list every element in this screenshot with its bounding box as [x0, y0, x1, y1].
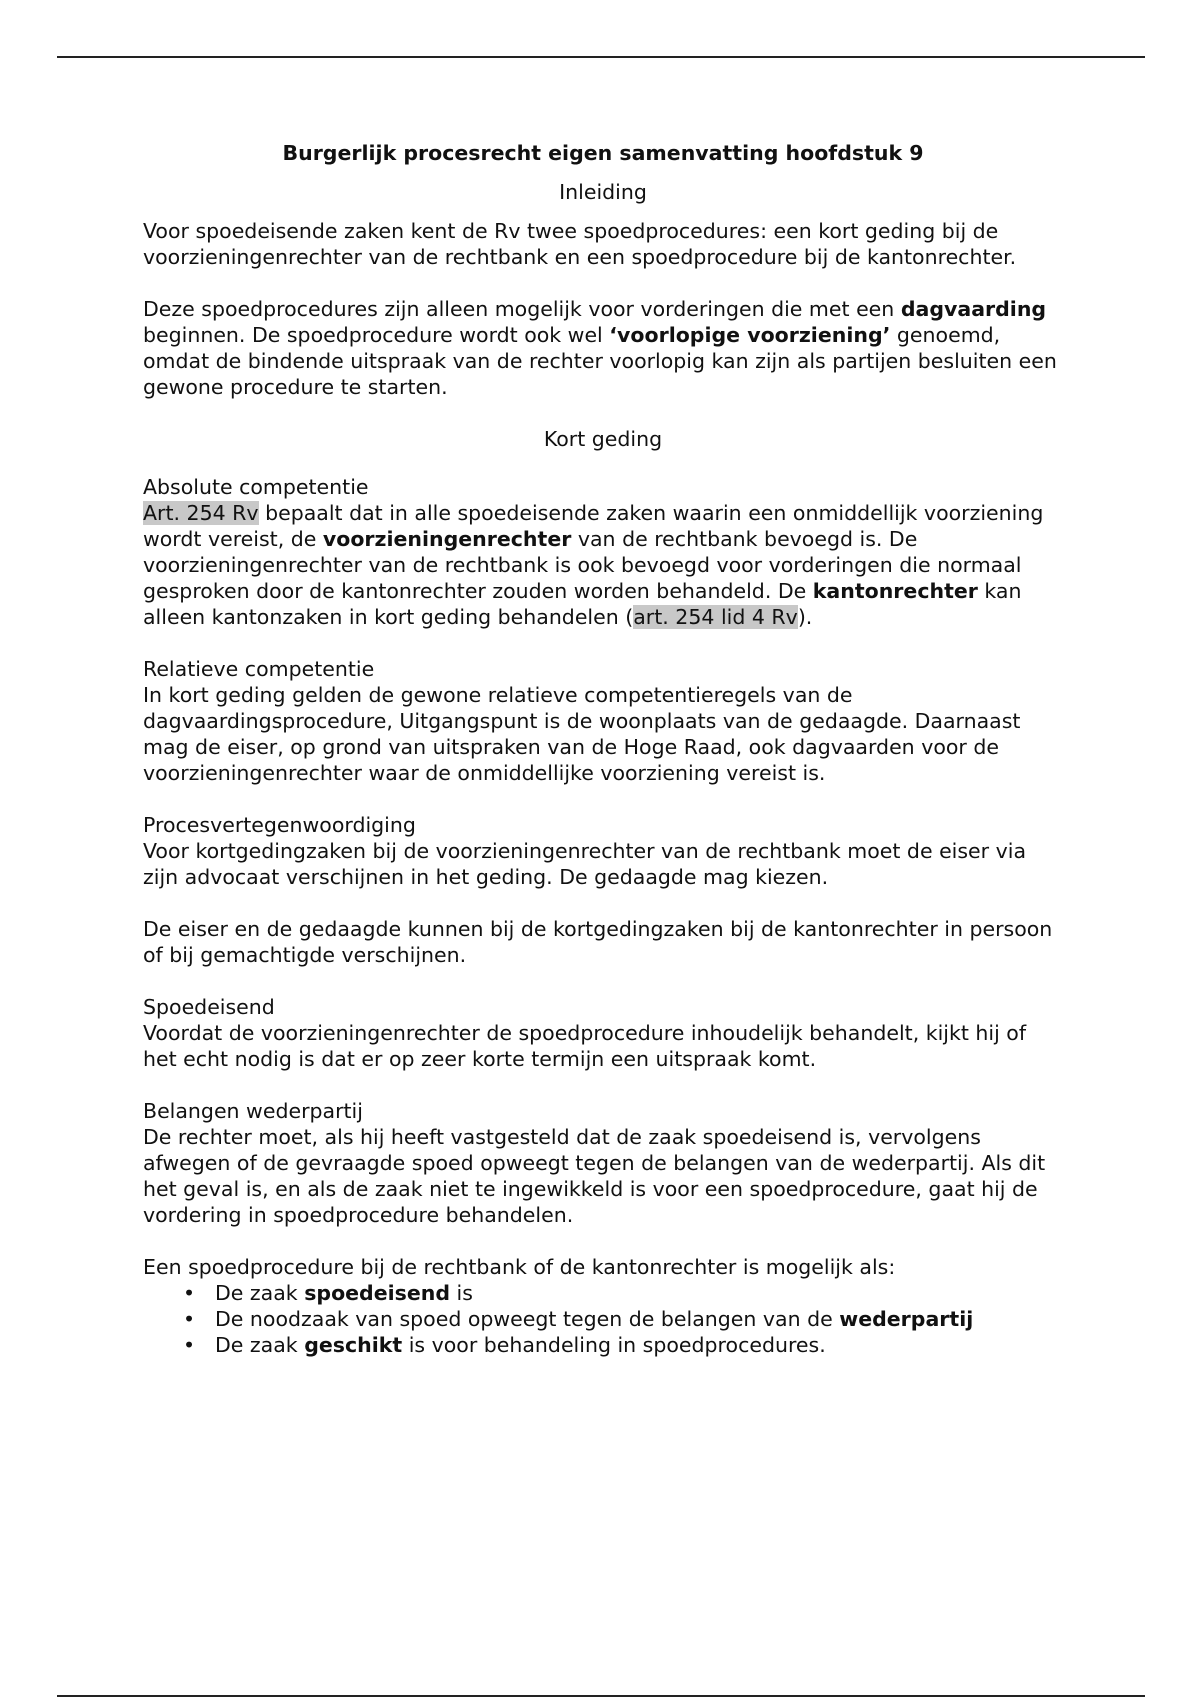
paragraph-relatieve-competentie: Relatieve competentie In kort geding gelden de gewone relatieve competentieregels van de dagvaardingsprocedure, Uitgangspunt is de woonplaats van de gedaagde. Daarnaast mag de eiser, op grond van uitspraken van de Hoge Raad, ook dagvaarden voor de voorzieningenrechter waar de onmiddellijke voorziening vereist is. [143, 656, 1063, 786]
section-heading-kort-geding: Kort geding [543, 427, 663, 451]
footer-rule [57, 1695, 1145, 1697]
header-rule [57, 56, 1145, 58]
document-body [143, 140, 1063, 1358]
paragraph-kantonrechter-verschijnen: De eiser en de gedaagde kunnen bij de kortgedingzaken bij de kantonrechter in persoon of bij gemachtigde verschijnen. [143, 917, 1053, 967]
term-voorzieningenrechter: voorzieningenrechter [322, 527, 572, 551]
paragraph-absolute-competentie: Absolute competentie Art. 254 Rv bepaalt dat in alle spoedeisende zaken waarin een onmiddellijk voorziening wordt vereist, de voorzieningenrechter van de rechtbank bevoegd is. De voorzieningenrechter van de rechtbank is ook bevoegd voor vorderingen die normaal gesproken door de kantonrechter zouden worden behandeld. De kantonrechter kan alleen kantonzaken in kort geding behandelen (art. 254 lid 4 Rv). [143, 474, 1063, 630]
list-item: • De noodzaak van spoed opweegt tegen de belangen van de wederpartij [183, 1306, 1063, 1332]
subheading-belangen-wederpartij: Belangen wederpartij [143, 1099, 363, 1123]
section-heading-inleiding: Inleiding [559, 180, 647, 204]
document-title: Burgerlijk procesrecht eigen samenvatting hoofdstuk 9 [282, 141, 924, 165]
subheading-spoedeisend: Spoedeisend [143, 995, 275, 1019]
paragraph-intro: Voor spoedeisende zaken kent de Rv twee spoedprocedures: een kort geding bij de voorzieningenrechter van de rechtbank en een spoedprocedure bij de kantonrechter. [143, 219, 1017, 269]
term-voorlopige-voorziening: ‘voorlopige voorziening’ [609, 323, 891, 347]
term-kantonrechter: kantonrechter [812, 579, 978, 603]
paragraph-spoedprocedures: Deze spoedprocedures zijn alleen mogelijk voor vorderingen die met een dagvaarding beginnen. De spoedprocedure wordt ook wel ‘voorlopige voorziening’ genoemd, omdat de bindende uitspraak van de rechter voorlopig kan zijn als partijen besluiten een gewone procedure te starten. [143, 297, 1057, 399]
conditions-list [143, 1280, 1063, 1358]
paragraph-list-intro: Een spoedprocedure bij de rechtbank of de kantonrechter is mogelijk als: [143, 1255, 896, 1279]
subheading-absolute-competentie: Absolute competentie [143, 475, 369, 499]
list-item: • De zaak spoedeisend is [183, 1280, 1063, 1306]
subheading-procesvertegenwoordiging: Procesvertegenwoordiging [143, 813, 416, 837]
paragraph-belangen-wederpartij: Belangen wederpartij De rechter moet, als hij heeft vastgesteld dat de zaak spoedeisend is, vervolgens afwegen of de gevraagde spoed opweegt tegen de belangen van de wederpartij. Als dit het geval is, en als de zaak niet te ingewikkeld is voor een spoedprocedure, gaat hij de vordering in spoedprocedure behandelen. [143, 1098, 1063, 1228]
article-reference: art. 254 lid 4 Rv [633, 605, 798, 629]
subheading-relatieve-competentie: Relatieve competentie [143, 657, 375, 681]
paragraph-procesvertegenwoordiging: Procesvertegenwoordiging Voor kortgedingzaken bij de voorzieningenrechter van de rechtbank moet de eiser via zijn advocaat verschijnen in het geding. De gedaagde mag kiezen. [143, 812, 1063, 890]
paragraph-spoedeisend: Spoedeisend Voordat de voorzieningenrechter de spoedprocedure inhoudelijk behandelt, kijkt hij of het echt nodig is dat er op zeer korte termijn een uitspraak komt. [143, 994, 1063, 1072]
term-dagvaarding: dagvaarding [900, 297, 1047, 321]
article-reference: Art. 254 Rv [143, 501, 259, 525]
list-item: • De zaak geschikt is voor behandeling in spoedprocedures. [183, 1332, 1063, 1358]
